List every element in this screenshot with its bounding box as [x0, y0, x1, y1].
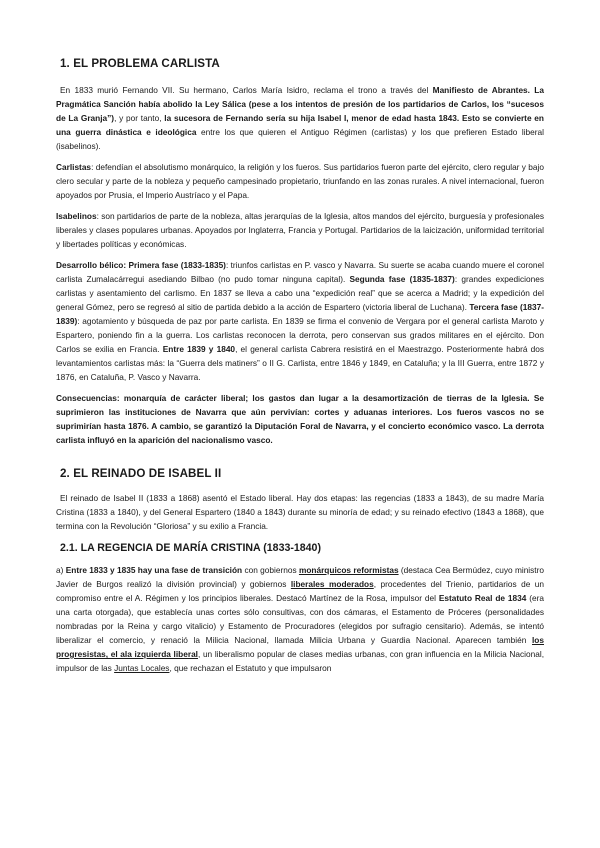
- text-run: En 1833 murió Fernando VII. Su hermano, Carlos María Isidro, reclama el trono a través del: [60, 85, 433, 95]
- section-2-title: 2. EL REINADO DE ISABEL II: [60, 467, 222, 480]
- text-run: (destaca Cea Bermúdez, cuyo ministro Javier de Burgos realizó la división provincial) y gobiernos: [56, 565, 544, 589]
- text-run: , que rechazan el Estatuto y que impulsaron: [169, 663, 332, 673]
- bold-text: Entre 1833 y 1835 hay una fase de transición: [65, 565, 243, 575]
- text-run: , el general carlista Cabrera resistirá en el Maestrazgo. Posteriormente habrá dos levantamientos carlistas más: la “Guerra dels matiners” o II G. Carlista, entre 1846 y 1849, en Cataluña; y la III Guerra, entre 1872 y 1876, en Cataluña, P. Vasco y Navarra.: [56, 344, 545, 382]
- text-run: : son partidarios de parte de la nobleza, altas jerarquías de la Iglesia, altos mandos del ejército, burguesía y profesionales liberales y clases populares urbanas. Apoyados por Inglaterra, Francia y Portugal. Partidarios de la laicización, uniformidad territorial y libertades políticas y económicas.: [56, 211, 544, 249]
- consecuencias-paragraph: [56, 391, 544, 447]
- bold-text: Manifiesto de Abrantes. La Pragmática Sanción había abolido la Ley Sálica (pese a los intentos de presión de los partidarios de Carlos, los “sucesos de La Granja”): [56, 85, 544, 123]
- section-1-intro-paragraph: [56, 83, 544, 153]
- bold-text: Segunda fase (1835-1837): [349, 274, 455, 284]
- text-run: a): [56, 565, 66, 575]
- text-run: con gobiernos: [242, 565, 299, 575]
- text-run: El reinado de Isabel II (1833 a 1868) asentó el Estado liberal. Hay dos etapas: las regencias (1833 a 1843), de su madre María Cristina (1833 a 1840), y del General Espartero (1840 a 1843) durante su minoría de edad; y su reinado efectivo (1843 a 1868), que termina con la Revolución “Gloriosa” y su exilio a Francia.: [56, 493, 544, 531]
- bold-text: [291, 579, 374, 589]
- bold-text: Carlistas: [56, 162, 92, 172]
- bold-text: Estatuto Real de 1834: [438, 593, 527, 603]
- subsection-2-1-title: 2.1. LA REGENCIA DE MARÍA CRISTINA (1833-1840): [60, 542, 321, 554]
- section-1-title: 1. EL PROBLEMA CARLISTA: [60, 57, 220, 70]
- text-run: : triunfos carlistas en P. vasco y Navarra. Su suerte se acaba cuando muere el coronel carlista Zumalacárregui asediando Bilbao (no pudo tomar ninguna capital).: [56, 260, 544, 284]
- section-2-intro-paragraph: [56, 491, 544, 533]
- regencia-paragraph-a: [56, 563, 544, 675]
- bold-text: [299, 565, 399, 575]
- underlined-text: liberales moderados: [290, 579, 374, 589]
- desarrollo-belico-paragraph: [56, 258, 544, 384]
- bold-text: la sucesora de Fernando sería su hija Isabel I, menor de edad hasta 1843. Esto se convierte en una guerra dinástica e ideológica: [56, 113, 544, 137]
- underlined-text: Juntas Locales: [114, 663, 170, 673]
- bold-text: : monarquía de carácter liberal; los gastos dan lugar a la desamortización de tierras de la Iglesia. Se suprimieron las instituciones de Navarra que aún pervivían: cortes y aduanas interiores. Los fueros vascos no se suprimirían hasta 1876. A cambio, se garantizó la Diputación Foral de Navarra, y el concierto económico vasco. La derrota carlista influyó en la aparición del nacionalismo vasco.: [56, 393, 544, 445]
- text-run: , y por tanto,: [114, 113, 165, 123]
- carlistas-paragraph: [56, 160, 544, 202]
- text-run: : agotamiento y búsqueda de paz por parte carlista. En 1839 se firma el convenio de Vergara por el general carlista Maroto y Espartero, poniendo fin a la guerra. Los carlistas reconocen la derrota, pero conservan sus grados militares en el ejército. Don Carlos se exilia en Francia.: [56, 316, 544, 354]
- underlined-text: los progresistas, el ala izquierda liberal: [56, 635, 544, 659]
- text-run: , procedentes del Trienio, partidarios de un compromiso entre el A. Régimen y los principios liberales. Destacó Martínez de la Rosa, impulsor del: [56, 579, 545, 603]
- text-run: entre los que quieren el Antiguo Régimen (carlistas) y los que prefieren Estado liberal (isabelinos).: [56, 127, 545, 151]
- underlined-text: monárquicos reformistas: [298, 565, 399, 575]
- bold-text: Consecuencias: [56, 393, 117, 403]
- text-run: (era una carta otorgada), que establecía unas cortes sólo consultivas, con dos cámaras, el Estamento de Próceres (personalidades nombradas por la Reina y cargo vitalicio) y Estamento de Procuradores (elegidos por sufragio censitario). Además, se intentó liberalizar el comercio, y renació la Milicia Nacional, llamada Milicia Urbana y Guardia Nacional. Aparecen también: [56, 593, 544, 645]
- bold-text: Tercera fase (1837-1839): [56, 302, 545, 326]
- text-run: , un liberalismo popular de clases medias urbanas, con gran influencia en la Milicia Nacional, impulsor de las: [56, 649, 544, 673]
- bold-text: Isabelinos: [56, 211, 97, 221]
- text-run: : defendían el absolutismo monárquico, la religión y los fueros. Sus partidarios fueron parte del ejército, clero regular y bajo clero secular y parte de la nobleza y pequeño campesinado propietario, triunfando en las zonas rurales. A nivel internacional, fueron apoyados por Prusia, el Imperio Austríaco y el Papa.: [56, 162, 544, 200]
- bold-text: Entre 1839 y 1840: [162, 344, 236, 354]
- bold-text: Desarrollo bélico: Primera fase (1833-1835): [56, 260, 226, 270]
- text-run: : grandes expediciones carlistas y asentamiento del carlismo. En 1837 se lleva a cabo una “expedición real” que se acerca a Madrid; y la expedición del general Gómez, pero se regresó al sitio de partida debido a la acción de Espartero (victoria liberal de Luchana).: [56, 274, 544, 312]
- isabelinos-paragraph: [56, 209, 544, 251]
